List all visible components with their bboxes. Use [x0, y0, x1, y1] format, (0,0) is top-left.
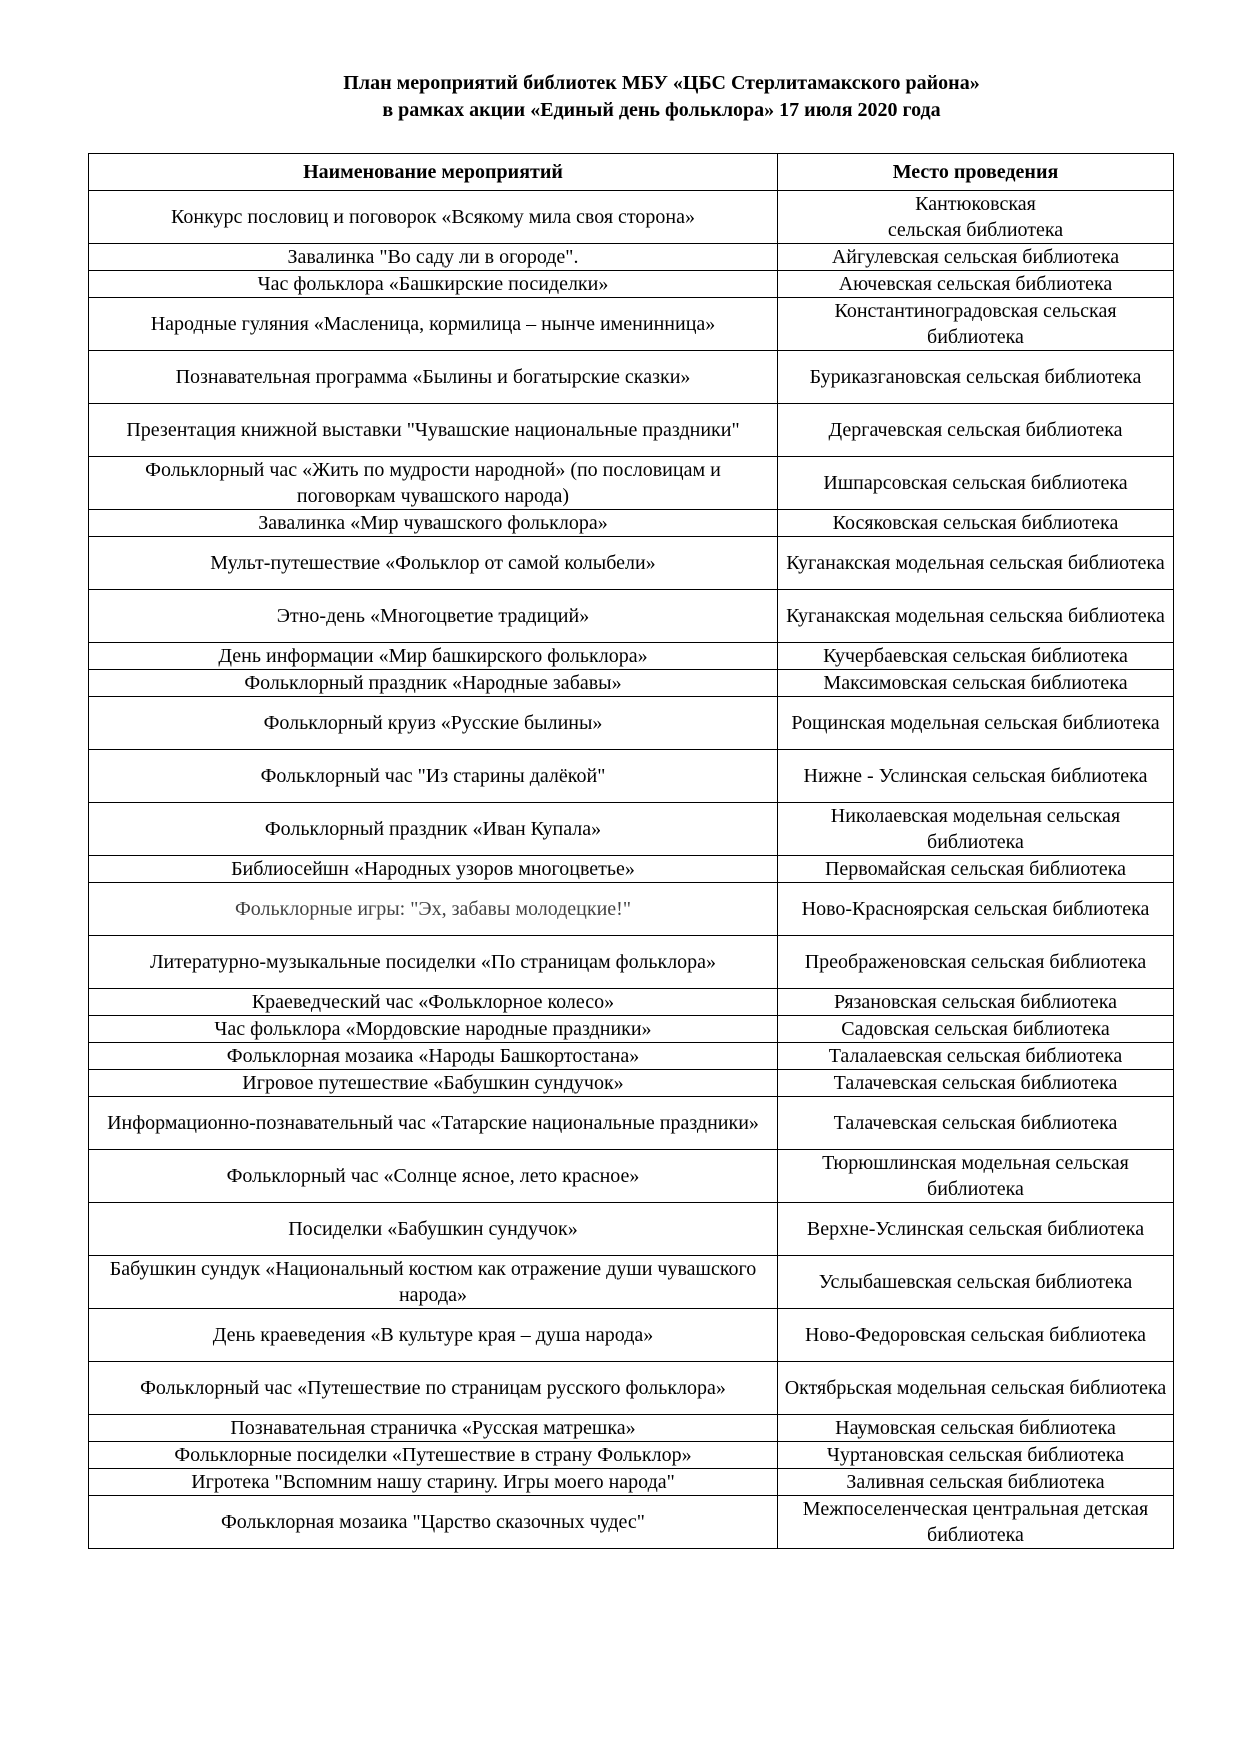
- event-place-cell: Первомайская сельская библиотека: [778, 856, 1174, 883]
- header-events: Наименование мероприятий: [89, 154, 778, 191]
- event-place-cell: Талачевская сельская библиотека: [778, 1097, 1174, 1150]
- event-name-cell: День краеведения «В культуре края – душа народа»: [89, 1309, 778, 1362]
- event-name-cell: Час фольклора «Башкирские посиделки»: [89, 271, 778, 298]
- table-row: [89, 697, 1174, 750]
- table-row: [89, 351, 1174, 404]
- event-name-cell: Завалинка «Мир чувашского фольклора»: [89, 510, 778, 537]
- table-row: [89, 1043, 1174, 1070]
- event-name-cell: Игровое путешествие «Бабушкин сундучок»: [89, 1070, 778, 1097]
- event-name-cell: Бабушкин сундук «Национальный костюм как отражение души чувашского народа»: [89, 1256, 778, 1309]
- event-place-cell: Максимовская сельская библиотека: [778, 670, 1174, 697]
- event-name-cell: Литературно-музыкальные посиделки «По страницам фольклора»: [89, 936, 778, 989]
- event-name-cell: Краеведческий час «Фольклорное колесо»: [89, 989, 778, 1016]
- event-name-cell: Фольклорный час «Солнце ясное, лето красное»: [89, 1150, 778, 1203]
- event-name-cell: Фольклорный праздник «Народные забавы»: [89, 670, 778, 697]
- event-name-cell: Завалинка "Во саду ли в огороде".: [89, 244, 778, 271]
- event-place-cell: Рязановская сельская библиотека: [778, 989, 1174, 1016]
- document-title: [0, 70, 1241, 124]
- event-place-cell: Чуртановская сельская библиотека: [778, 1442, 1174, 1469]
- event-place-cell: Преображеновская сельская библиотека: [778, 936, 1174, 989]
- event-name-cell: Посиделки «Бабушкин сундучок»: [89, 1203, 778, 1256]
- table-row: [89, 244, 1174, 271]
- event-name-cell: Час фольклора «Мордовские народные праздники»: [89, 1016, 778, 1043]
- event-place-cell: Дергачевская сельская библиотека: [778, 404, 1174, 457]
- event-place-cell: Куганакская модельная сельскяа библиотека: [778, 590, 1174, 643]
- event-place-cell: Нижне - Услинская сельская библиотека: [778, 750, 1174, 803]
- table-row: [89, 298, 1174, 351]
- event-place-cell: Николаевская модельная сельская библиотека: [778, 803, 1174, 856]
- event-name-cell: Фольклорный круиз «Русские былины»: [89, 697, 778, 750]
- event-name-cell: Фольклорная мозаика «Народы Башкортостана»: [89, 1043, 778, 1070]
- table-row: [89, 1469, 1174, 1496]
- event-place-cell: Кучербаевская сельская библиотека: [778, 643, 1174, 670]
- table-row: [89, 1203, 1174, 1256]
- event-name-cell: Фольклорные посиделки «Путешествие в страну Фольклор»: [89, 1442, 778, 1469]
- event-place-cell: Косяковская сельская библиотека: [778, 510, 1174, 537]
- table-row: [89, 590, 1174, 643]
- table-row: [89, 1016, 1174, 1043]
- event-place-cell: Заливная сельская библиотека: [778, 1469, 1174, 1496]
- table-row: [89, 750, 1174, 803]
- table-row: [89, 936, 1174, 989]
- table-row: [89, 1309, 1174, 1362]
- title-line-1: План мероприятий библиотек МБУ «ЦБС Стерлитамакского района»: [343, 72, 980, 94]
- table-row: [89, 670, 1174, 697]
- table-row: [89, 1362, 1174, 1415]
- event-place-cell: Кантюковская сельская библиотека: [778, 191, 1174, 244]
- table-row: [89, 191, 1174, 244]
- table-row: [89, 803, 1174, 856]
- event-place-cell: Аючевская сельская библиотека: [778, 271, 1174, 298]
- table-row: [89, 989, 1174, 1016]
- event-name-cell: Презентация книжной выставки "Чувашские национальные праздники": [89, 404, 778, 457]
- table-row: [89, 1256, 1174, 1309]
- event-place-cell: Рощинская модельная сельская библиотека: [778, 697, 1174, 750]
- event-place-cell: Константиноградовская сельская библиотека: [778, 298, 1174, 351]
- event-name-cell: Мульт-путешествие «Фольклор от самой колыбели»: [89, 537, 778, 590]
- event-place-cell: Наумовская сельская библиотека: [778, 1415, 1174, 1442]
- event-place-cell: Куганакская модельная сельская библиотека: [778, 537, 1174, 590]
- events-table: [88, 153, 1174, 1549]
- event-place-cell: Буриказгановская сельская библиотека: [778, 351, 1174, 404]
- event-place-cell: Садовская сельская библиотека: [778, 1016, 1174, 1043]
- table-row: [89, 271, 1174, 298]
- table-row: [89, 457, 1174, 510]
- table-row: [89, 1442, 1174, 1469]
- event-name-cell: Фольклорный час "Из старины далёкой": [89, 750, 778, 803]
- event-name-cell: Народные гуляния «Масленица, кормилица – нынче именинница»: [89, 298, 778, 351]
- event-place-cell: Ново-Красноярская сельская библиотека: [778, 883, 1174, 936]
- header-place: Место проведения: [778, 154, 1174, 191]
- event-name-cell: Конкурс пословиц и поговорок «Всякому мила своя сторона»: [89, 191, 778, 244]
- event-name-cell: Познавательная программа «Былины и богатырские сказки»: [89, 351, 778, 404]
- table-row: [89, 1150, 1174, 1203]
- event-name-cell: Фольклорный праздник «Иван Купала»: [89, 803, 778, 856]
- table-row: [89, 510, 1174, 537]
- event-place-cell: Талачевская сельская библиотека: [778, 1070, 1174, 1097]
- event-place-cell: Верхне-Услинская сельская библиотека: [778, 1203, 1174, 1256]
- title-line-2: в рамках акции «Единый день фольклора» 17 июля 2020 года: [382, 99, 941, 121]
- table-row: [89, 537, 1174, 590]
- table-header-row: [89, 154, 1174, 191]
- event-name-cell: Информационно-познавательный час «Татарские национальные праздники»: [89, 1097, 778, 1150]
- table-body: [89, 191, 1174, 1549]
- event-name-cell: Библиосейшн «Народных узоров многоцветье»: [89, 856, 778, 883]
- event-place-cell: Талалаевская сельская библиотека: [778, 1043, 1174, 1070]
- table-row: [89, 1496, 1174, 1549]
- event-name-cell: Фольклорные игры: "Эх, забавы молодецкие!": [89, 883, 778, 936]
- table-row: [89, 883, 1174, 936]
- table-row: [89, 404, 1174, 457]
- event-place-cell: Ишпарсовская сельская библиотека: [778, 457, 1174, 510]
- table-row: [89, 856, 1174, 883]
- table-row: [89, 1415, 1174, 1442]
- event-name-cell: Фольклорный час «Путешествие по страницам русского фольклора»: [89, 1362, 778, 1415]
- event-place-cell: Айгулевская сельская библиотека: [778, 244, 1174, 271]
- event-place-cell: Услыбашевская сельская библиотека: [778, 1256, 1174, 1309]
- table-row: [89, 1070, 1174, 1097]
- event-place-cell: Тюрюшлинская модельная сельская библиотека: [778, 1150, 1174, 1203]
- event-name-cell: Фольклорная мозаика "Царство сказочных чудес": [89, 1496, 778, 1549]
- event-place-cell: Ново-Федоровская сельская библиотека: [778, 1309, 1174, 1362]
- event-place-cell: Октябрьская модельная сельская библиотека: [778, 1362, 1174, 1415]
- table-row: [89, 1097, 1174, 1150]
- table-row: [89, 643, 1174, 670]
- event-name-cell: Игротека "Вспомним нашу старину. Игры моего народа": [89, 1469, 778, 1496]
- event-name-cell: День информации «Мир башкирского фольклора»: [89, 643, 778, 670]
- event-name-cell: Этно-день «Многоцветие традиций»: [89, 590, 778, 643]
- event-name-cell: Познавательная страничка «Русская матрешка»: [89, 1415, 778, 1442]
- event-place-cell: Межпоселенческая центральная детская библиотека: [778, 1496, 1174, 1549]
- event-name-cell: Фольклорный час «Жить по мудрости народной» (по пословицам и поговоркам чувашского народа): [89, 457, 778, 510]
